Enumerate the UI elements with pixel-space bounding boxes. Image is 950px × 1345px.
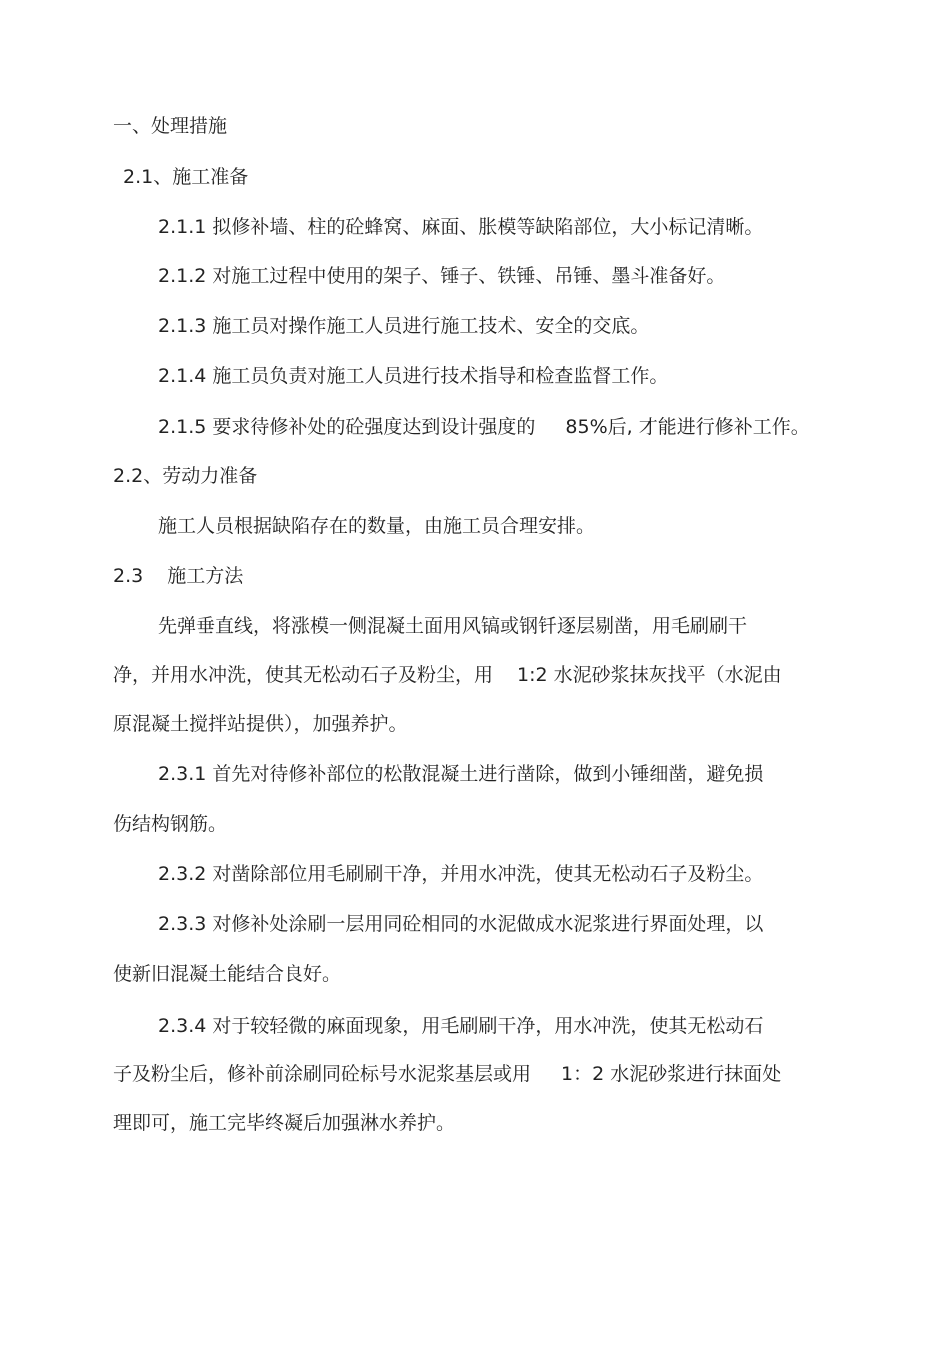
item-2-1-5 [158, 414, 810, 440]
item-2-1-1: 2.1.1 拟修补墙、柱的砼蜂窝、麻面、胀模等缺陷部位，大小标记清晰。 [158, 216, 764, 238]
section-2-2-body: 施工人员根据缺陷存在的数量，由施工员合理安排。 [158, 515, 596, 537]
section-2-3-title [113, 563, 243, 589]
item-2-3-4-line-2-part1: 子及粉尘后，修补前涂刷同砼标号水泥浆基层或用 [113, 1063, 532, 1085]
item-2-1-4: 2.1.4 施工员负责对施工人员进行技术指导和检查监督工作。 [158, 365, 669, 387]
item-2-3-4-line-1: 2.3.4 对于较轻微的麻面现象，用毛刷刷干净，用水冲洗，使其无松动石 [158, 1015, 764, 1037]
intro-line-1: 先弹垂直线，将涨模一侧混凝土面用风镐或钢钎逐层剔凿，用毛刷刷干 [158, 615, 748, 637]
item-2-1-5-part1: 2.1.5 要求待修补处的砼强度达到设计强度的 [158, 416, 536, 438]
section-2-3-number: 2.3 [113, 565, 144, 587]
intro-line-2 [113, 662, 782, 688]
item-2-3-3-line-2: 使新旧混凝土能结合良好。 [113, 963, 342, 985]
item-2-3-4-line-3: 理即可，施工完毕终凝后加强淋水养护。 [113, 1112, 456, 1134]
section-2-1-title: 2.1、施工准备 [123, 166, 249, 188]
item-2-1-3: 2.1.3 施工员对操作施工人员进行施工技术、安全的交底。 [158, 315, 650, 337]
item-2-3-1-line-2: 伤结构钢筋。 [113, 813, 228, 835]
intro-line-2-part2: 1:2 水泥砂浆抹灰找平（水泥由 [517, 664, 782, 686]
section-2-3-title-text: 施工方法 [167, 565, 244, 587]
item-2-3-3-line-1: 2.3.3 对修补处涂刷一层用同砼相同的水泥做成水泥浆进行界面处理，以 [158, 913, 764, 935]
intro-line-2-part1: 净，并用水冲洗，使其无松动石子及粉尘，用 [113, 664, 494, 686]
section-2-2-title: 2.2、劳动力准备 [113, 465, 258, 487]
item-2-1-2: 2.1.2 对施工过程中使用的架子、锤子、铁锤、吊锤、墨斗准备好。 [158, 265, 726, 287]
main-heading: 一、处理措施 [113, 115, 228, 137]
item-2-3-4-line-2-part2: 1：2 水泥砂浆进行抹面处 [561, 1063, 782, 1085]
item-2-3-1-line-1: 2.3.1 首先对待修补部位的松散混凝土进行凿除，做到小锤细凿，避免损 [158, 763, 764, 785]
item-2-3-2: 2.3.2 对凿除部位用毛刷刷干净，并用水冲洗，使其无松动石子及粉尘。 [158, 863, 764, 885]
item-2-3-4-line-2 [113, 1061, 781, 1087]
item-2-1-5-part2: 85%后, 才能进行修补工作。 [565, 416, 810, 438]
intro-line-3: 原混凝土搅拌站提供），加强养护。 [113, 713, 408, 735]
